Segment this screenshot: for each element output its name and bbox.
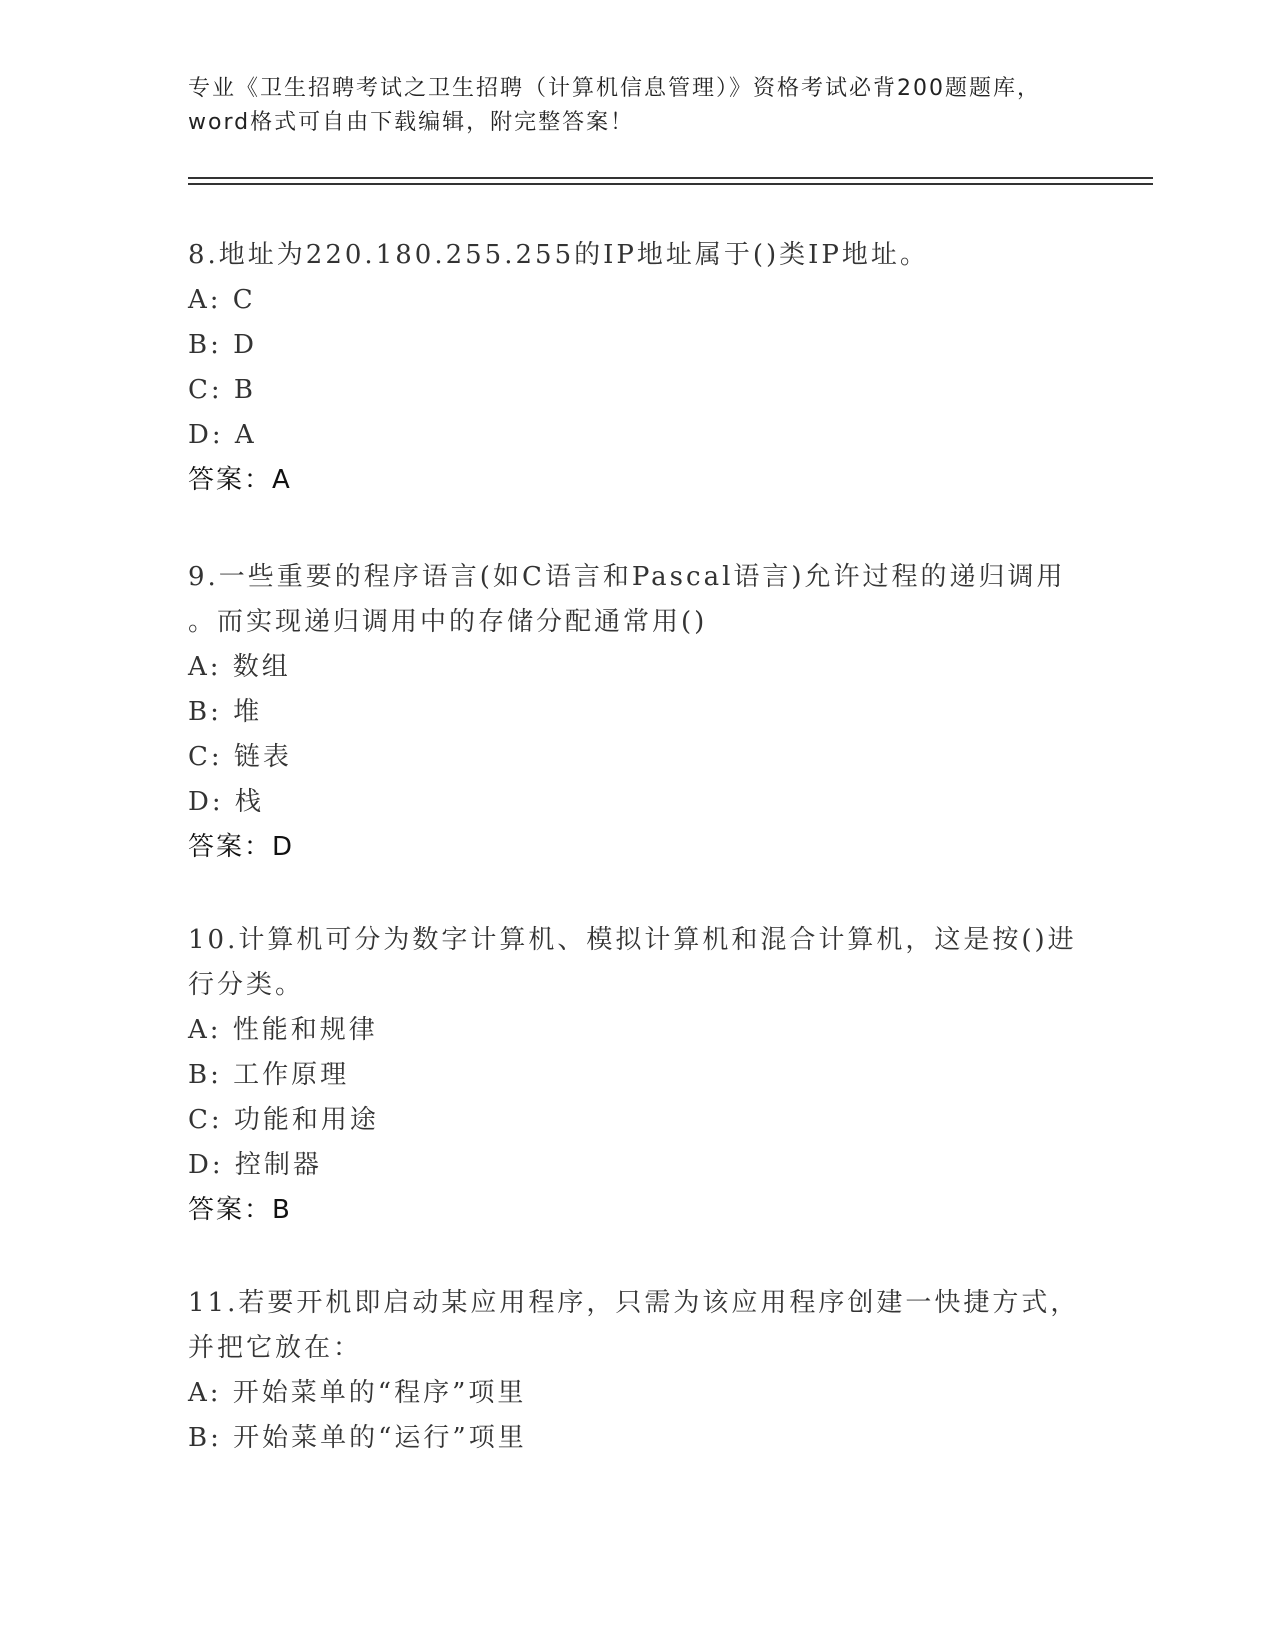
answer: 答案：B <box>188 1195 292 1225</box>
question-9 <box>188 555 1088 870</box>
question-text-line: 行分类。 <box>188 970 305 1000</box>
question-text-line: 8.地址为220.180.255.255的IP地址属于()类IP地址。 <box>188 240 929 270</box>
question-text-line: 。而实现递归调用中的存储分配通常用() <box>188 607 708 637</box>
option-b: B: 工作原理 <box>188 1060 350 1090</box>
answer: 答案：A <box>188 465 292 495</box>
header-line-1: 专业《卫生招聘考试之卫生招聘（计算机信息管理）》资格考试必背200题题库， <box>188 76 1041 101</box>
document-header <box>188 72 1088 140</box>
option-b: B: 堆 <box>188 697 263 727</box>
question-8 <box>188 233 1088 503</box>
option-a: A: C <box>188 285 256 315</box>
option-a: A: 数组 <box>188 652 291 682</box>
option-c: C: 链表 <box>188 742 292 772</box>
question-text-line: 10.计算机可分为数字计算机、模拟计算机和混合计算机，这是按()进 <box>188 925 1077 955</box>
question-text-line: 并把它放在： <box>188 1333 363 1363</box>
answer: 答案：D <box>188 832 295 862</box>
option-a: A: 性能和规律 <box>188 1015 378 1045</box>
option-a: A: 开始菜单的“程序”项里 <box>188 1378 527 1408</box>
question-text-line: 9.一些重要的程序语言(如C语言和Pascal语言)允许过程的递归调用 <box>188 562 1066 592</box>
question-10 <box>188 918 1088 1233</box>
question-text-line: 11.若要开机即启动某应用程序，只需为该应用程序创建一快捷方式， <box>188 1288 1080 1318</box>
header-line-2: word格式可自由下载编辑，附完整答案！ <box>188 110 635 135</box>
option-d: D: 栈 <box>188 787 264 817</box>
header-divider-bottom <box>188 183 1153 185</box>
option-c: C: B <box>188 375 257 405</box>
option-c: C: 功能和用途 <box>188 1105 379 1135</box>
option-d: D: A <box>188 420 257 450</box>
question-11 <box>188 1281 1088 1461</box>
option-b: B: D <box>188 330 257 360</box>
option-b: B: 开始菜单的“运行”项里 <box>188 1423 527 1453</box>
option-d: D: 控制器 <box>188 1150 322 1180</box>
header-divider-top <box>188 177 1153 179</box>
